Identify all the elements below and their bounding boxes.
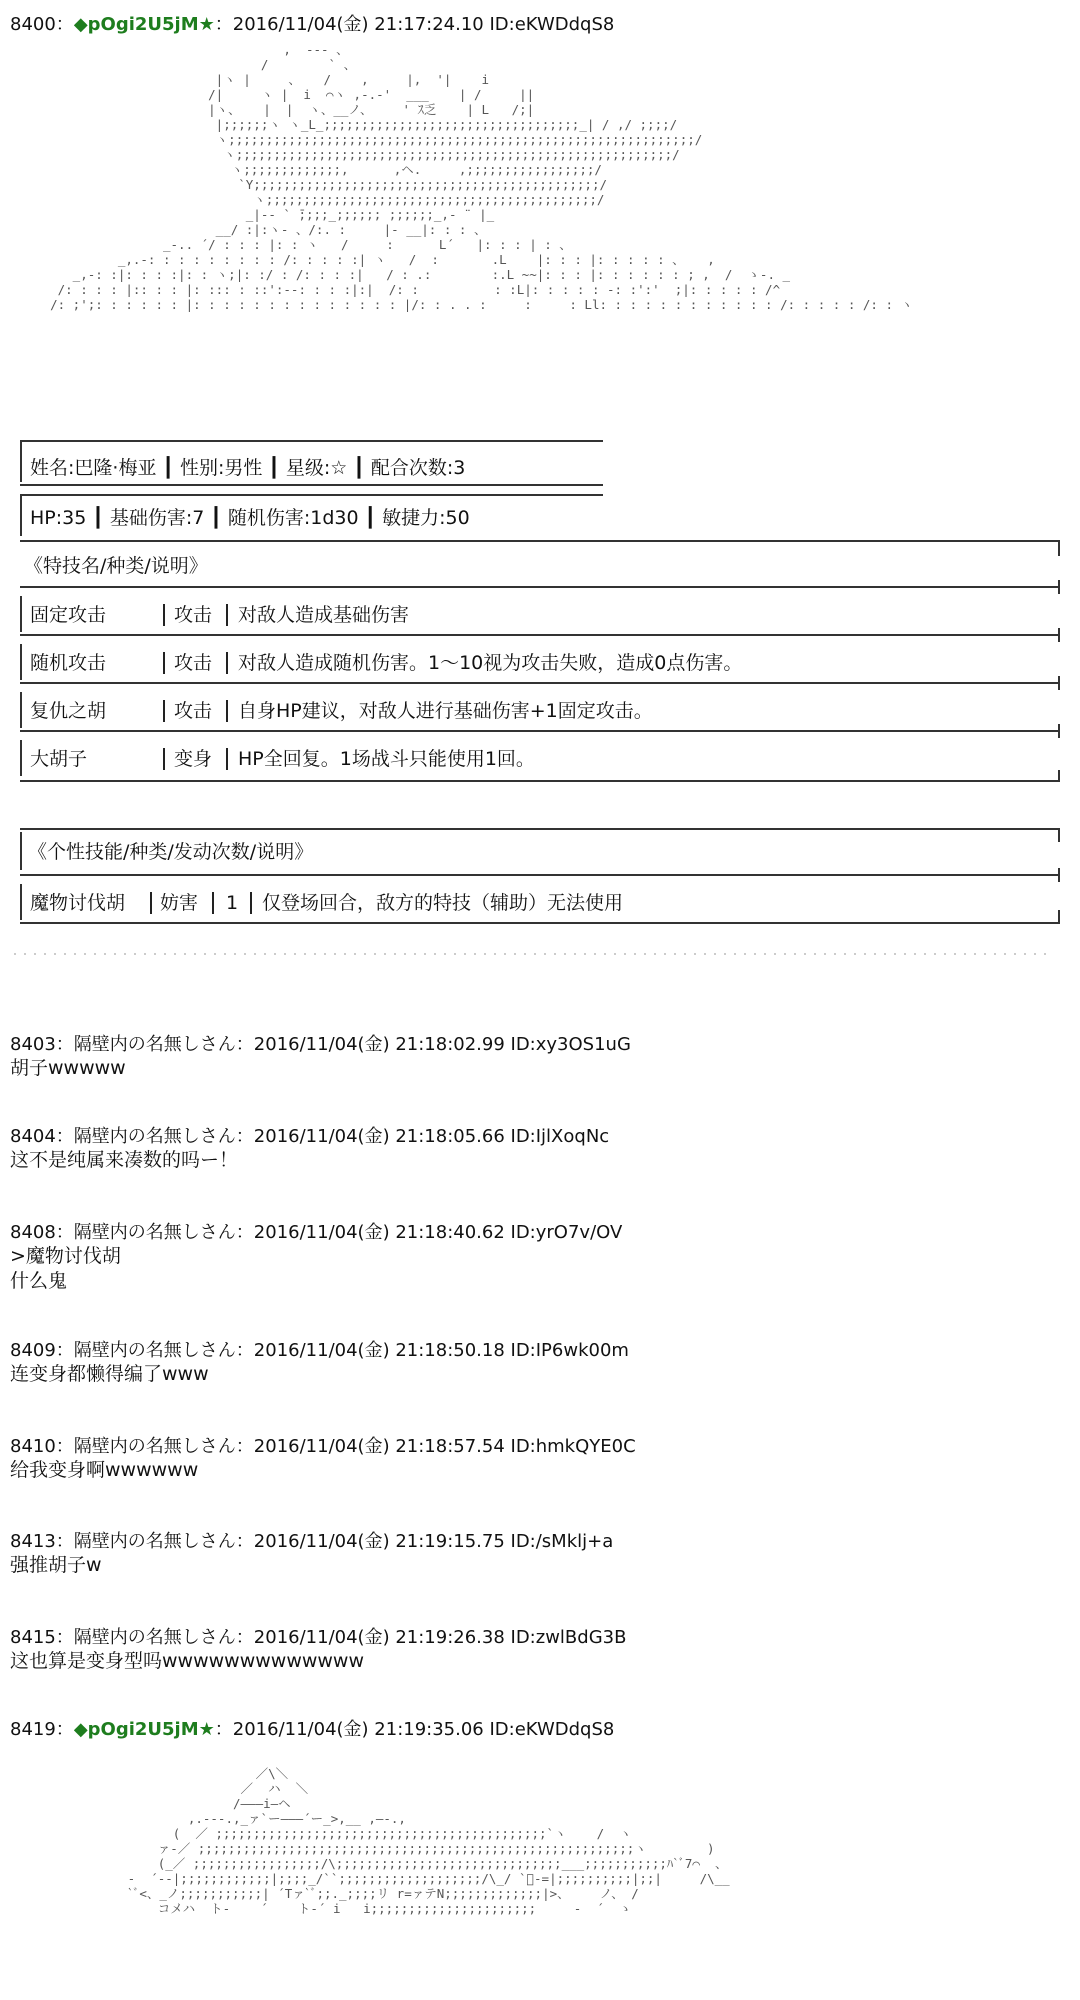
skill-desc: 对敌人造成随机伤害。1～10视为攻击失败，造成0点伤害。 [238,652,743,674]
reply-header: 8408：隔壁内の名無しさん：2016/11/04(金) 21:18:40.62 ID:yrO7v/OV [10,1222,623,1243]
reply-header: 8415：隔壁内の名無しさん：2016/11/04(金) 21:19:26.38 ID:zwlBdG3B [10,1627,627,1648]
reply-header: 8403：隔壁内の名無しさん：2016/11/04(金) 21:18:02.99 ID:xy3OS1uG [10,1034,631,1055]
skill-type: 攻击 [174,652,213,674]
post-divider [10,953,1050,955]
ability-count: 1 [226,892,239,914]
reply-header: 8409：隔壁内の名無しさん：2016/11/04(金) 21:18:50.18 ID:IP6wk00m [10,1340,629,1361]
status-row-2: HP:35 ┃ 基础伤害:7 ┃ 随机伤害:1d30 ┃ 敏捷力:50 [30,507,470,529]
poster-trip: ◆pOgi2U5jM★ [73,14,215,35]
reply-body: 这不是纯属来凑数的吗ー！ [10,1149,239,1171]
skill-desc: 自身HP建议，对敌人进行基础伤害+1固定攻击。 [238,700,653,722]
post-meta: ：2016/11/04(金) 21:19:35.06 ID:eKWDdqS8 [214,1719,615,1740]
skill-name: 复仇之胡 [30,700,107,722]
skill-desc: 对敌人造成基础伤害 [238,604,410,626]
reply-header: 8404：隔壁内の名無しさん：2016/11/04(金) 21:18:05.66 ID:IjlXoqNc [10,1126,610,1147]
reply-body: 这也算是变身型吗wwwwwwwwwwwww [10,1650,365,1672]
skill-type: 变身 [174,748,213,770]
reply-body: 胡子wwwww [10,1057,126,1079]
ascii-art-portrait: , -‐- 、 / ` 、 |ヽ | 、 / , |, '| i /| ヽ | i ⌒ヽ ,-.‐' ___ | / || |ヽ、 | | ヽ、__ノ、 ' ｽ乏 | L /;| |;;;;;;ヽ ヽ_L_;;;;;;;;;;;;;;;;;;;;;;;;;;;;;;;;;;_| / ,/ ;;;;/ ヽ;;;;;;;;;;;;;;;;;;;;;;;;;;;;;;;;;;;;;;;;;;;;;;;;;;;;;;;;;;;;;;/ ヽ;;;;;;;;;;;;;;;;;;;;;;;;;;;;;;;;;;;;;;;;;;;;;;;;;;;;;;;;;;/ ヽ;;;;;;;;;;;;;, ,ヘ. ,;;;;;;;;;;;;;;;;;/ `Y;;;;;;;;;;;;;;;;;;;;;;;;;;;;;;;;;;;;;;;;;;;;;;/ ヽ;;;;;;;;;;;;;;;;;;;;;;;;;;;;;;;;;;;;;;;;;;;;/ _|‐- ` ̄;;;;_;;;;;; ;;;;;;_,‐ ¨ |_ __/ :|:ヽ‐ 、/:. : |‐ __|: : : 、 _‐.. ´/ : : : |: : ヽ / : L´ |: : : | : 、 _,.-: : : : : : : : : /: : : : :| ヽ / : .L |: : : |: : : : : 、 , _,-: :|: : : :|: : ヽ;|: :/ : /: : : :| / : .: :.L ~~|: : : |: : : : : : ; , / ゝ-. _ /: : : : |:: : : |: ::: : ::':-‐: : : :|:| /: : : :L|: : : : : -: :':' ;|: : : : : /^ /: ;';: : : : : : |: : : : : : : : : : : : : : |/: : . . : : : Ll: : : : : : : : : : : : /: : : : : /: : ヽ [50,42,913,312]
reply-header: 8410：隔壁内の名無しさん：2016/11/04(金) 21:18:57.54 ID:hmkQYE0C [10,1436,636,1457]
reply-body: >魔物讨伐胡 什么鬼 [10,1245,121,1292]
post-meta: ：2016/11/04(金) 21:17:24.10 ID:eKWDdqS8 [214,14,615,35]
skill-type: 攻击 [174,700,213,722]
post-number: 8419： [10,1719,74,1740]
skill-name: 随机攻击 [30,652,107,674]
skill-name: 固定攻击 [30,604,107,626]
ability-table-header: 《个性技能/种类/发动次数/说明》 [28,841,314,863]
skill-name: 大胡子 [30,748,88,770]
reply-body: 给我变身啊wwwwww [10,1459,199,1481]
ability-type: 妨害 [160,892,199,914]
skill-type: 攻击 [174,604,213,626]
ability-name: 魔物讨伐胡 [30,892,126,914]
reply-body: 连变身都懒得编了www [10,1363,209,1385]
status-row-1: 姓名:巴隆·梅亚 ┃ 性别:男性 ┃ 星级:☆ ┃ 配合次数:3 [30,457,466,479]
post-header-8400 [10,14,614,36]
ability-desc: 仅登场回合，敌方的特技（辅助）无法使用 [262,892,624,914]
poster-trip: ◆pOgi2U5jM★ [73,1719,215,1740]
skill-desc: HP全回复。1场战斗只能使用1回。 [238,748,535,770]
reply-body: 强推胡子w [10,1554,102,1576]
ascii-art-cat: ／\＼ ／ ハ ＼ /―――i―ヘ ,.-‐-.,_ァ`ー―――´ー_>,__ ,―-., ( ／ ;;;;;;;;;;;;;;;;;;;;;;;;;;;;;;;;;;;;;;;;;;;;`ヽ / ヽ ァ‐／ ;;;;;;;;;;;;;;;;;;;;;;;;;;;;;;;;;;;;;;;;;;;;;;;;;;;;;;;;;;ヽ ) (_／ ;;;;;;;;;;;;;;;;;/\;;;;;;;;;;;;;;;;;;;;;;;;;;;;;;___;;;;;;;;;;;ﾊ`ﾞ7⌒ 、 - ´‐-|;;;;;;;;;;;;|;;;;_/``;;;;;;;;;;;;;;;;;;;/\_/ `ﾞ‐=|;;;;;;;;;;|;;| /\__ `ﾞ<、_ノ;;;;;;;;;;;| ´Tァ`ﾞ;;._;;;;リ r=ァテN;;;;;;;;;;;;;|>、 ノ、 / コメハ ト- ´ ト-´ i i;;;;;;;;;;;;;;;;;;;;;; - ´ ゝ [127,1766,730,1916]
skills-table-header: 《特技名/种类/说明》 [24,555,208,577]
reply-header: 8413：隔壁内の名無しさん：2016/11/04(金) 21:19:15.75 ID:/sMklj+a [10,1531,614,1552]
post-number: 8400： [10,14,74,35]
post-header-8419 [10,1719,614,1741]
